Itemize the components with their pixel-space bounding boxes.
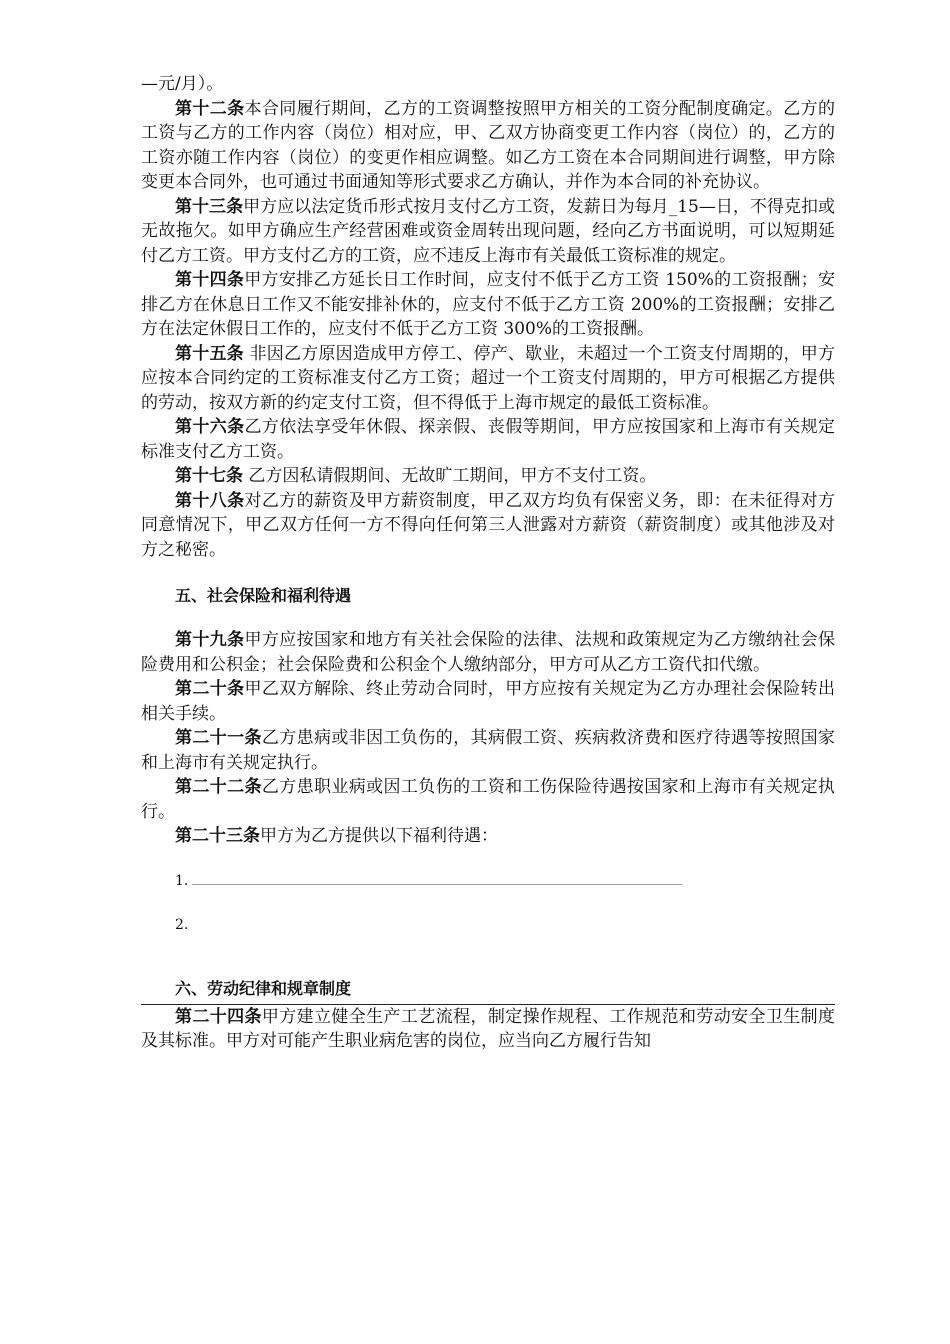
- article-label: 第二十一条: [175, 728, 262, 748]
- article-label: 第十九条: [175, 630, 245, 650]
- article-text: 对乙方的薪资及甲方薪资制度，甲乙双方均负有保密义务，即：在未征得对方同意情况下，甲乙双方任何一方不得向任何第三人泄露对方薪资（薪资制度）或其他涉及对方之秘密。: [141, 490, 836, 560]
- article-label: 第十三条: [175, 196, 244, 217]
- article-label: 第二十条: [175, 679, 245, 699]
- article-19: [141, 628, 835, 677]
- article-label: 第十二条: [175, 98, 245, 119]
- document-page: [141, 72, 835, 1054]
- article-16: [141, 415, 835, 464]
- article-text: 乙方患病或非因工负伤的，其病假工资、疾病救济费和医疗待遇等按照国家和上海市有关规定执行。: [141, 728, 836, 773]
- section-heading-social-insurance: 五、社会保险和福利待遇: [175, 586, 352, 605]
- article-label: 第十七条: [175, 466, 243, 486]
- text-line-fragment: —元/月）。: [141, 74, 224, 94]
- article-17: [141, 464, 835, 489]
- article-text: 甲乙双方解除、终止劳动合同时，甲方应按有关规定为乙方办理社会保险转出相关手续。: [141, 679, 836, 724]
- article-22: [141, 775, 835, 824]
- article-label: 第十四条: [175, 270, 245, 290]
- article-label: 第二十四条: [175, 1006, 262, 1027]
- article-label: 第二十二条: [175, 777, 262, 797]
- blank-underline: [192, 872, 682, 885]
- article-21: [141, 726, 835, 775]
- article-label: 第十五条: [175, 343, 244, 364]
- article-label: 第十八条: [175, 490, 245, 511]
- article-text: 乙方患职业病或因工负伤的工资和工伤保险待遇按国家和上海市有关规定执行。: [141, 777, 836, 822]
- article-text: 甲方应以法定货币形式按月支付乙方工资，发薪日为每月_15—日，不得克扣或无故拖欠。如甲方确应生产经营困难或资金周转出现问题，经向乙方书面说明，可以短期延付乙方工资。甲方支付乙方的工资，应不违反上海市有关最低工资标准的规定。: [141, 196, 836, 266]
- article-text: 非因乙方原因造成甲方停工、停产、歇业，未超过一个工资支付周期的，甲方应按本合同约定的工资标准支付乙方工资；超过一个工资支付周期的，甲方可根据乙方提供的劳动，按双方新的约定支付工资，但不得低于上海市规定的最低工资标准。: [141, 343, 835, 413]
- benefit-item-1: [141, 871, 835, 891]
- article-13: [141, 195, 835, 269]
- article-text: 乙方依法享受年休假、探亲假、丧假等期间，甲方应按国家和上海市有关规定标准支付乙方工资。: [141, 417, 836, 462]
- article-18: [141, 489, 835, 563]
- section-heading-labor-discipline: 六、劳动纪律和规章制度: [175, 978, 352, 998]
- article-23: [141, 824, 835, 849]
- article-label: 第十六条: [175, 417, 245, 437]
- article-text: 本合同履行期间，乙方的工资调整按照甲方相关的工资分配制度确定。乙方的工资与乙方的工作内容（岗位）相对应，甲、乙双方协商变更工作内容（岗位）的，乙方的工资亦随工作内容（岗位）的变更作相应调整。如乙方工资在本合同期间进行调整，甲方除变更本合同外，也可通过书面通知等形式要求乙方确认，并作为本合同的补充协议。: [141, 98, 836, 192]
- article-label: 第二十三条: [175, 826, 260, 846]
- article-15: [141, 342, 835, 416]
- article-text: 甲方安排乙方延长日工作时间，应支付不低于乙方工资 150%的工资报酬；安排乙方在休息日工作又不能安排补休的，应支付不低于乙方工资 200%的工资报酬；安排乙方在法定休假日工作的，应支付不低于乙方工资 300%的工资报酬。: [141, 270, 836, 339]
- article-14: [141, 268, 835, 342]
- article-24: [141, 1005, 835, 1054]
- article-20: [141, 677, 835, 726]
- article-text: 甲方为乙方提供以下福利待遇：: [260, 826, 498, 846]
- benefit-number: 2.: [175, 916, 189, 933]
- article-12: [141, 97, 835, 195]
- benefit-number: 1.: [175, 872, 189, 889]
- article-text: 乙方因私请假期间、无故旷工期间，甲方不支付工资。: [243, 466, 657, 486]
- article-text: 甲方应按国家和地方有关社会保险的法律、法规和政策规定为乙方缴纳社会保险费用和公积金；社会保险费和公积金个人缴纳部分，甲方可从乙方工资代扣代缴。: [141, 630, 836, 675]
- article-text: 甲方建立健全生产工艺流程，制定操作规程、工作规范和劳动安全卫生制度及其标准。甲方对可能产生职业病危害的岗位，应当向乙方履行告知: [141, 1006, 836, 1051]
- benefit-item-2: [141, 915, 835, 935]
